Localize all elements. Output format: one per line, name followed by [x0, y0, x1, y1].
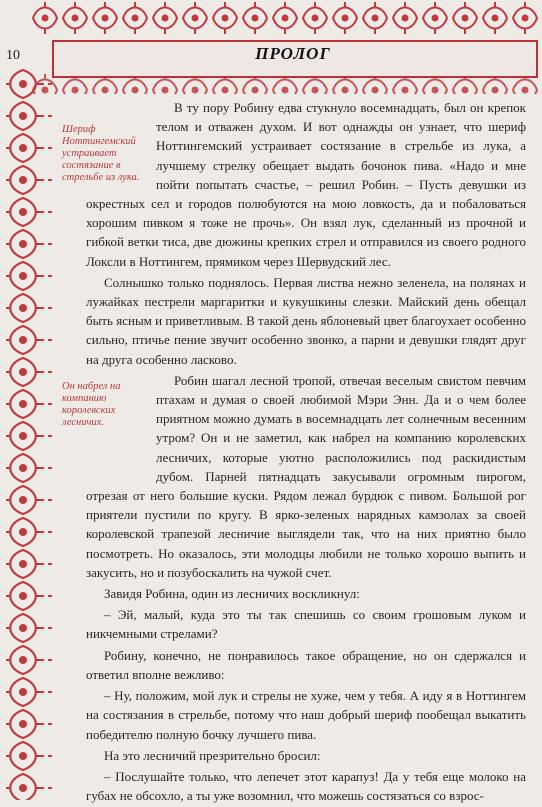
- paragraph: Робину, конечно, не понравилось такое обращение, но он сдержался и ответил вполне вежливо:: [86, 647, 526, 682]
- paragraph: В ту пору Робину едва стукнуло восемнадцать, был он крепок телом и отважен духом. И вот однажды он узнает, что шериф Ноттингемский устраивает состязание в стрельбе из лука, а лучшему стрелку обещает выдать бочонок пива. «Надо и мне пойти попытать счастье, – решил Робин. – Пусть девушки из окрестных сел и городов полюбуются на мою ловкость, да и побаловаться хорошим пивком я тоже не прочь». Он взял лук, сделанный из прочной и гибкой ветки тиса, две дюжины крепких стрел и отправился из своего родного Локсли в Ноттингем, прямиком через Шервудский лес.: [86, 100, 526, 269]
- paragraph: Завидя Робина, один из лесничих воскликнул:: [104, 586, 360, 602]
- margin-note: Он набрел на компанию королевских лесничих.: [62, 381, 121, 428]
- paragraph: Робин шагал лесной тропой, отвечая веселым свистом певчим птахам и думая о своей любимой Мэри Энн. Да и о чем более приятном можно думать в восемнадцать лет солнечным весенним утром? Он и не заметил, как набрел на компанию королевских лесничих, которые уютно расположились под раскидистым дубом. Парней пятнадцать закусывали огромным пирогом, отрезая от него большие куски. Рядом лежал бурдюк с пивом. Большой рог приятели пустили по кругу. В ярко-зеленых нарядных камзолах за своей королевской трапезой лесничие выглядели так, что на них приятно было посмотреть. Но оказалось, эти молодцы любили не только хорошо выпить и закусить, но и позубоскалить на чужой счет.: [86, 372, 526, 580]
- paragraph: На это лесничий презрительно бросил:: [104, 747, 321, 763]
- page-number: 10: [6, 48, 20, 63]
- note-gap: [86, 117, 152, 177]
- chapter-title: ПРОЛОГ: [255, 44, 331, 63]
- margin-note: Шериф Ноттингемский устраивает состязание в стрельбе из лука.: [62, 124, 140, 183]
- paragraph: Солнышко только поднялось. Первая листва нежно зеленела, на полянах и лужайках пестрели маргаритки и кукушкины слезки. Майский день обещал быть ясным и приветливым. В такой день яблоневый цвет благоухает особенно сильно, птичье пение звучит особенно звонко, а парни и девушки глядят друг на друга особенно ласково.: [86, 274, 526, 367]
- paragraph: – Послушайте только, что лепечет этот карапуз! Да у тебя еще молоко на губах не обсохло, а ты уже возомнил, что можешь состязаться со взрос-: [86, 768, 526, 804]
- paragraph: – Эй, малый, куда это ты так спешишь со своим грошовым луком и никчемными стрелами?: [86, 607, 526, 642]
- paragraph: – Ну, положим, мой лук и стрелы не хуже, чем у тебя. А иду я в Ноттингем на состязания в стрельбе, потому что наш добрый шериф пообещал выкатить победителю полную бочку лучшего пива.: [86, 688, 526, 742]
- note-gap: [86, 390, 152, 478]
- left-ornament-border: [0, 68, 56, 800]
- body-text: [86, 98, 526, 807]
